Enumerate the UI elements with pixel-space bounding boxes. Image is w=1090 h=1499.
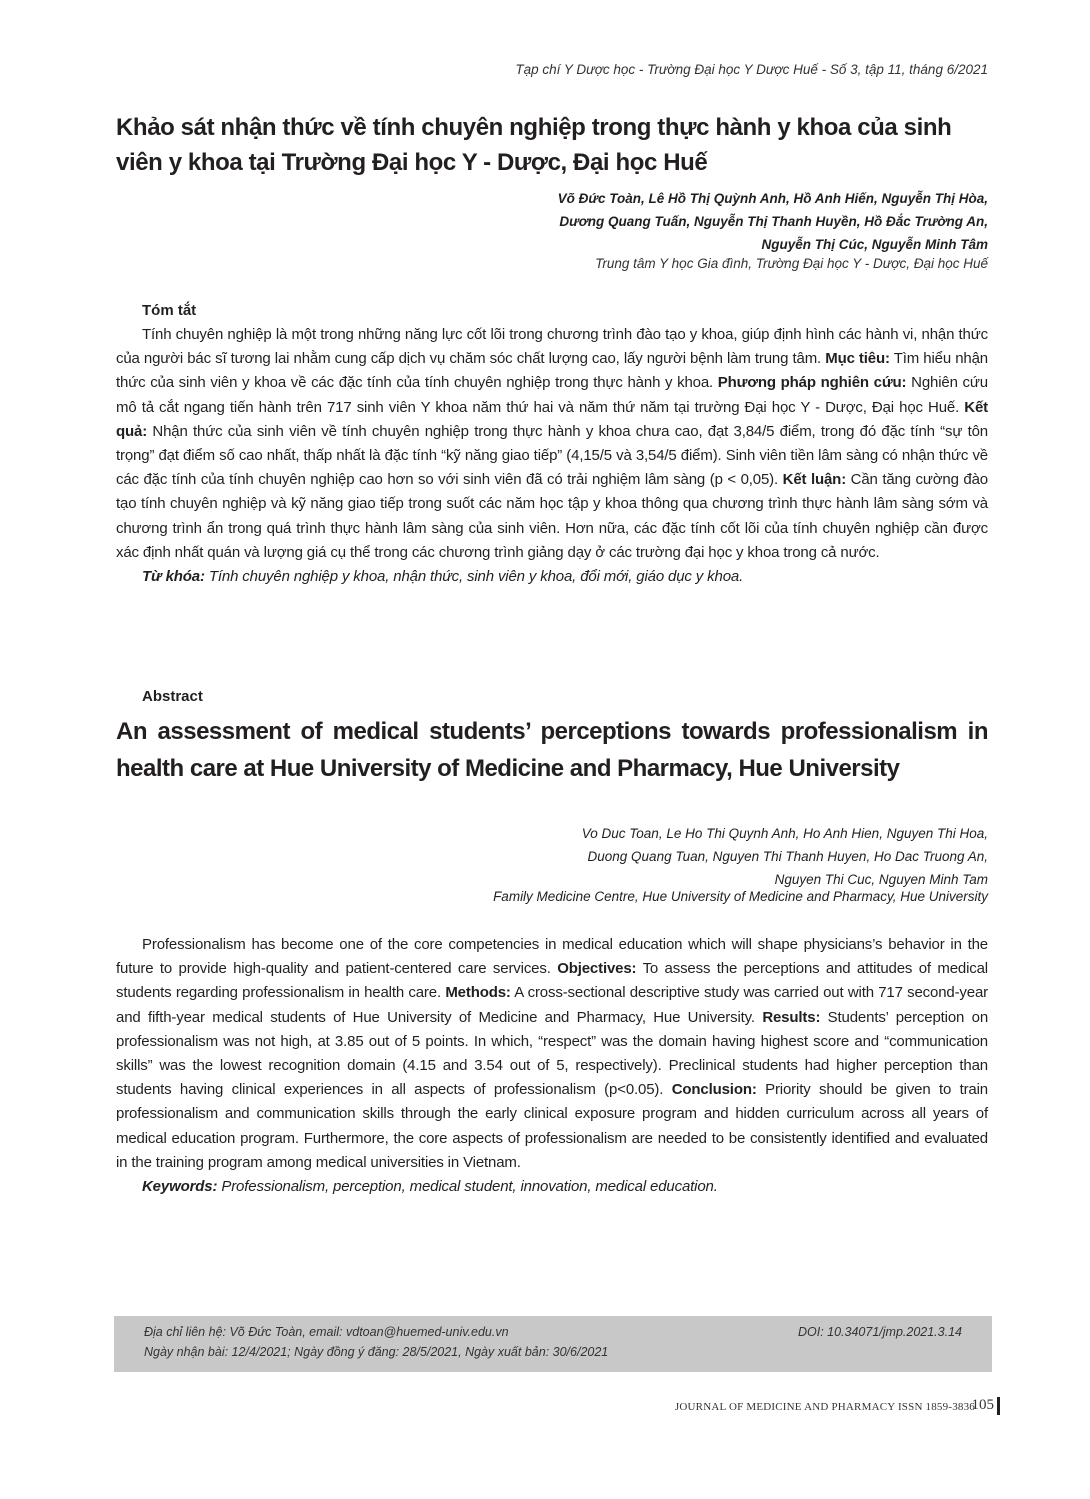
publication-dates: Ngày nhận bài: 12/4/2021; Ngày đồng ý đăng: 28/5/2021, Ngày xuất bản: 30/6/2021 [144, 1345, 609, 1359]
author-line: Nguyễn Thị Cúc, Nguyễn Minh Tâm [761, 237, 988, 252]
author-list-english [582, 822, 988, 891]
conclusion-label: Conclusion: [671, 1081, 757, 1099]
objective-label: Mục tiêu: [825, 350, 890, 368]
article-title-vietnamese: Khảo sát nhận thức về tính chuyên nghiệp trong thực hành y khoa của sinh viên y khoa tại Trường Đại học Y - Dược, Đại học Huế [116, 114, 952, 176]
journal-footer: JOURNAL OF MEDICINE AND PHARMACY ISSN 1859-3836 [674, 1401, 975, 1413]
objectives-label: Objectives: [557, 960, 637, 978]
author-line: Nguyen Thi Cuc, Nguyen Minh Tam [774, 872, 988, 887]
article-title-english: An assessment of medical students’ perceptions towards professionalism in health care at Hue University of Medicine and Pharmacy, Hue University [116, 718, 988, 782]
author-line: Vo Duc Toan, Le Ho Thi Quynh Anh, Ho Anh Hien, Nguyen Thi Hoa, [581, 826, 988, 841]
page-number: 105 [971, 1397, 994, 1413]
conclusion-label: Kết luận: [782, 471, 847, 489]
author-line: Duong Quang Tuan, Nguyen Thi Thanh Huyen, Ho Dac Truong An, [587, 849, 988, 864]
summary-body-vietnamese [116, 323, 988, 589]
abstract-paragraph: Professionalism has become one of the core competencies in medical education which will shape physicians’s behavior in the future to provide high-quality and patient-centered care services. Objectives: To assess the perceptions and attitudes of medical students regarding professionalism in health care. Methods: A cross-sectional descriptive study was carried out with 717 second-year and fifth-year medical students of Hue University of Medicine and Pharmacy, Hue University. Results: Students’ perception on professionalism was not high, at 3.85 out of 5 points. In which, “respect” was the domain having highest score and “communication skills” was the lowest recognition domain (4.15 and 3.54 out of 5, respectively). Preclinical students had higher perception than students having clinical experiences in all aspects of professionalism (p<0.05). Conclusion: Priority should be given to train professionalism and communication skills through the early clinical exposure program and hidden curriculum across all years of medical education program. Furthermore, the core aspects of professionalism are needed to be consistently identified and evaluated in the training program among medical universities in Vietnam. [116, 936, 989, 1171]
keywords-vietnamese: Từ khóa: Tính chuyên nghiệp y khoa, nhận thức, sinh viên y khoa, đổi mới, giáo dục y khoa. [142, 568, 744, 586]
author-line: Võ Đức Toàn, Lê Hồ Thị Quỳnh Anh, Hồ Anh Hiến, Nguyễn Thị Hòa, [557, 191, 988, 206]
doi-link[interactable]: DOI: 10.34071/jmp.2021.3.14 [797, 1325, 962, 1339]
summary-heading: Tóm tắt [142, 302, 197, 319]
abstract-body-english [116, 933, 988, 1199]
affiliation-vietnamese: Trung tâm Y học Gia đình, Trường Đại học Y - Dược, Đại học Huế [595, 256, 988, 271]
author-line: Dương Quang Tuấn, Nguyễn Thị Thanh Huyền, Hồ Đắc Trường An, [559, 214, 988, 229]
author-list-vietnamese [558, 187, 988, 256]
contact-info: Địa chỉ liên hệ: Võ Đức Toàn, email: vdtoan@huemed-univ.edu.vn [144, 1325, 509, 1339]
abstract-heading: Abstract [142, 688, 203, 705]
page-number-bar [997, 1397, 1000, 1415]
running-head: Tạp chí Y Dược học - Trường Đại học Y Dược Huế - Số 3, tập 11, tháng 6/2021 [515, 62, 988, 77]
correspondence-box [114, 1316, 992, 1372]
summary-paragraph: Tính chuyên nghiệp là một trong những năng lực cốt lõi trong chương trình đào tạo y khoa, giúp định hình các hành vi, nhận thức của người bác sĩ tương lai nhằm cung cấp dịch vụ chăm sóc chất lượng cao, lấy người bệnh làm trung tâm. Mục tiêu: Tìm hiểu nhận thức của sinh viên y khoa về các đặc tính của tính chuyên nghiệp trong thực hành y khoa. Phương pháp nghiên cứu: Nghiên cứu mô tả cắt ngang tiến hành trên 717 sinh viên Y khoa năm thứ hai và năm thứ năm tại trường Đại học Y - Dược, Đại học Huế. Kết quả: Nhận thức của sinh viên về tính chuyên nghiệp trong thực hành y khoa chưa cao, đạt 3,84/5 điểm, trong đó đặc tính “sự tôn trọng” đạt điểm số cao nhất, thấp nhất là đặc tính “kỹ năng giao tiếp” (4,15/5 và 3,54/5 điểm). Sinh viên tiền lâm sàng có nhận thức về các đặc tính của tính chuyên nghiệp cao hơn so với sinh viên đã có trải nghiệm lâm sàng (p < 0,05). Kết luận: Cần tăng cường đào tạo tính chuyên nghiệp và kỹ năng giao tiếp trong suốt các năm học tập y khoa thông qua chương trình thực hành lâm sàng sớm và chương trình ẩn trong quá trình thực hành lâm sàng của sinh viên. Hơn nữa, các đặc tính cốt lõi của tính chuyên nghiệp cần được xác định nhất quán và lượng giá cụ thể trong các chương trình giảng dạy ở các trường đại học y khoa trong cả nước. [116, 326, 988, 561]
methods-label: Phương pháp nghiên cứu: [717, 374, 907, 392]
results-label: Results: [762, 1008, 821, 1026]
methods-label: Methods: [445, 984, 511, 1002]
keywords-english: Keywords: Professionalism, perception, medical student, innovation, medical education. [142, 1178, 718, 1196]
affiliation-english: Family Medicine Centre, Hue University of Medicine and Pharmacy, Hue University [493, 889, 988, 904]
results-label: Kết quả: [116, 398, 988, 440]
